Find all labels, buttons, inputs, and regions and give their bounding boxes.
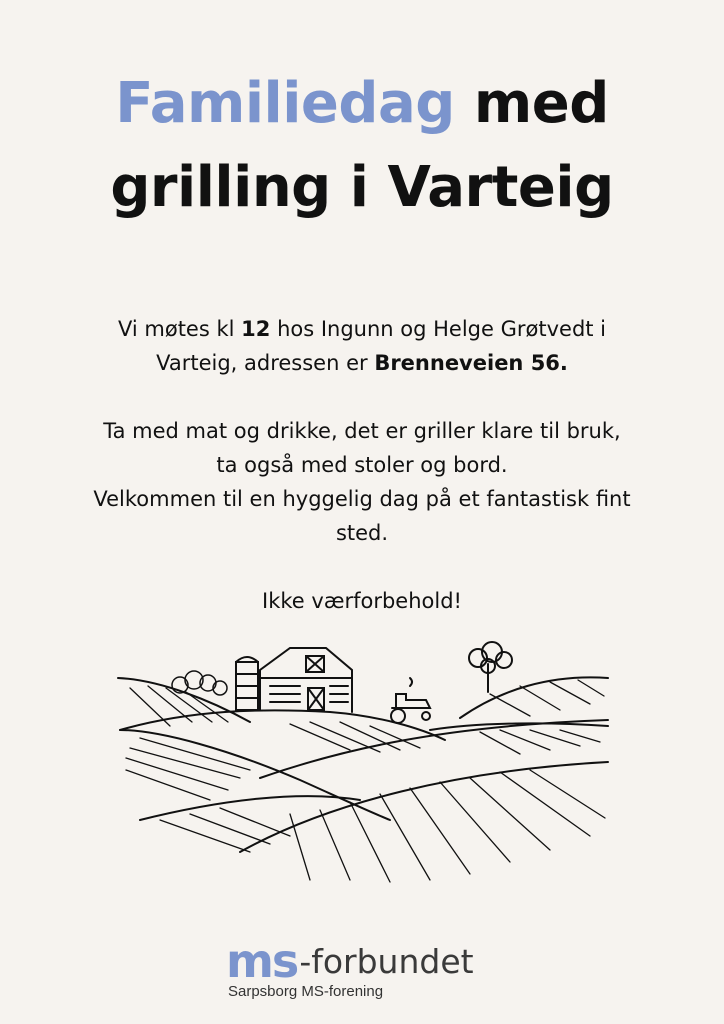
farm-landscape-icon — [100, 630, 620, 890]
meeting-info — [40, 312, 684, 380]
welcome-line-2: sted. — [335, 521, 389, 545]
logo-tagline: Sarpsborg MS-forening — [228, 983, 384, 1000]
welcome-line-1: Velkommen til en hyggelig dag på et fantastisk fint — [93, 487, 631, 511]
meeting-line-1 — [40, 312, 684, 346]
bring-line-2: ta også med stoler og bord. — [216, 453, 508, 477]
logo-forbundet: -forbundet — [299, 942, 474, 981]
meeting-time: 12 — [241, 317, 271, 341]
title-line-1 — [0, 62, 724, 146]
page-title — [0, 62, 724, 230]
text: hos Ingunn og Helge Grøtvedt i — [270, 317, 607, 341]
address: Brenneveien 56. — [374, 351, 568, 375]
text: Vi møtes kl — [117, 317, 242, 341]
ms-forbundet-logo — [226, 928, 474, 988]
weather-note: Ikke værforbehold! — [262, 589, 462, 613]
text: Varteig, adressen er — [156, 351, 375, 375]
bring-line-1: Ta med mat og drikke, det er griller klare til bruk, — [103, 419, 621, 443]
title-line-2: grilling i Varteig — [110, 155, 614, 220]
logo-ms: ms — [226, 934, 298, 988]
meeting-line-2 — [40, 346, 684, 380]
title-accent: Familiedag — [115, 71, 455, 136]
title-line-1-rest: med — [454, 71, 609, 136]
bring-info — [40, 414, 684, 550]
